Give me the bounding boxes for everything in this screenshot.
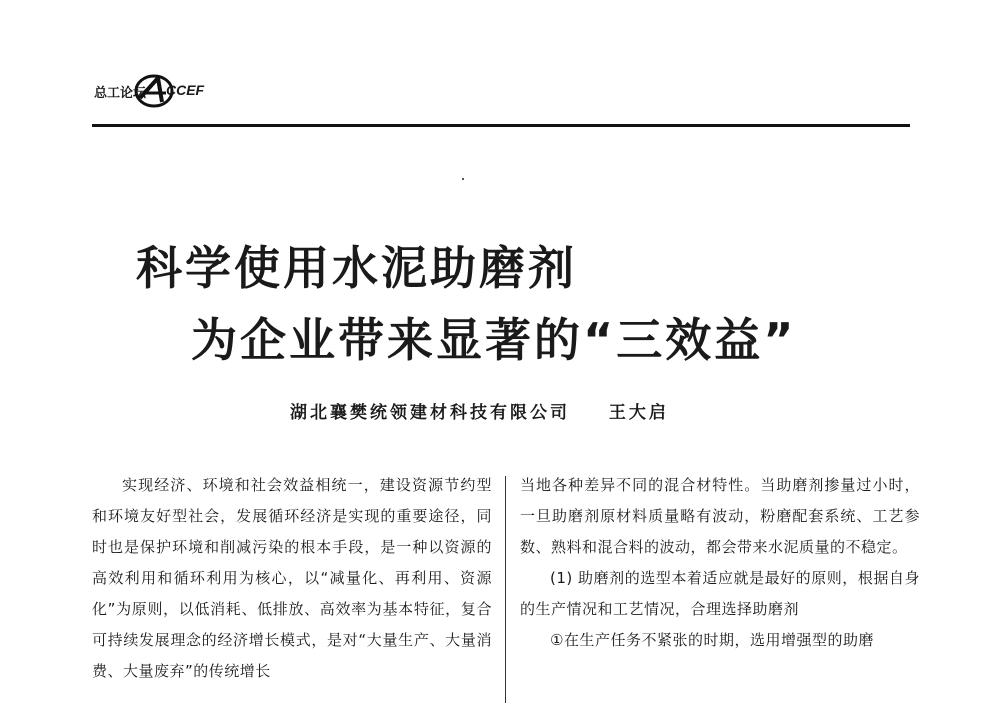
left-column (92, 470, 492, 687)
article-title-line-2: 为企业带来显著的“三效益” (191, 313, 797, 367)
affiliation: 湖北襄樊统领建材科技有限公司 (290, 403, 570, 423)
column-divider (505, 476, 506, 703)
body-paragraph: 实现经济、环境和社会效益相统一，建设资源节约型和环境友好型社会，发展循环经济是实现的重要途径，同时也是保护环境和削减污染的根本手段，是一种以资源的高效利用和循环利用为核心，以“减量化、再利用、资源化”为原则，以低消耗、低排放、高效率为基本特征，复合可持续发展理念的经济增长模式，是对“大量生产、大量消费、大量废弃”的传统增长 (92, 476, 492, 680)
body-paragraph: 当地各种差异不同的混合材特性。当助磨剂掺量过小时，一旦助磨剂原材料质量略有波动，粉磨配套系统、工艺参数、熟料和混合料的波动，都会带来水泥质量的不稳定。 (520, 476, 920, 556)
author: 王大启 (608, 403, 669, 423)
byline (290, 398, 669, 423)
journal-logo (92, 68, 222, 112)
body-paragraph: ①在生产任务不紧张的时期，选用增强型的助磨 (550, 631, 874, 649)
body-paragraph: (1) 助磨剂的选型本着适应就是最好的原则，根据自身的生产情况和工艺情况，合理选择助磨剂 (520, 569, 920, 618)
article-title-line-1: 科学使用水泥助磨剂 (136, 241, 577, 295)
journal-name-en: CCEF (166, 82, 205, 98)
speck (462, 178, 464, 180)
header-rule (92, 124, 910, 127)
journal-name-cn: 总工论坛 (94, 86, 147, 101)
right-column (520, 470, 920, 656)
